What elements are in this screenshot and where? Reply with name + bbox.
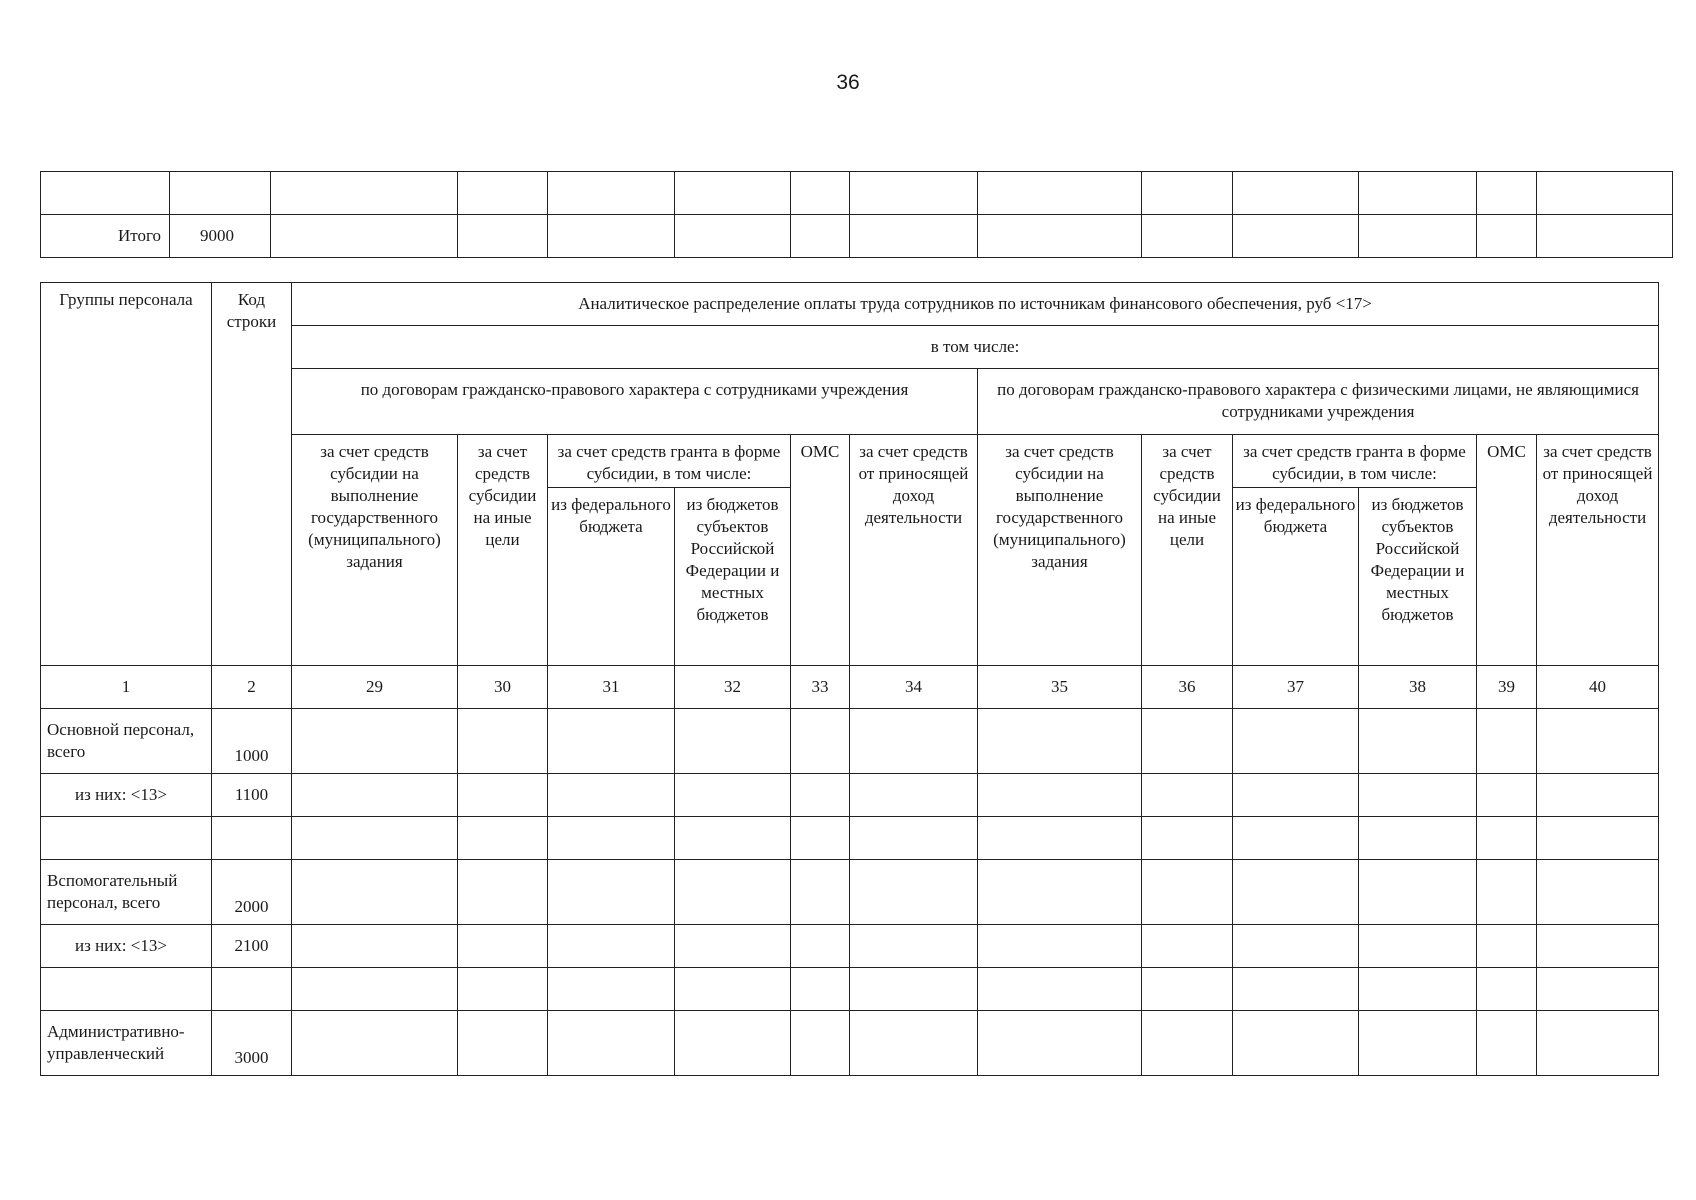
- column-number: 32: [675, 666, 791, 709]
- column-number: 38: [1359, 666, 1477, 709]
- column-number: 40: [1537, 666, 1659, 709]
- blank-row: [41, 172, 1673, 215]
- header-col-29: за счет средств субсидии на выполнение государственного (муниципального) задания: [292, 435, 458, 666]
- column-number: 35: [978, 666, 1142, 709]
- itogo-label: Итого: [41, 215, 170, 258]
- header-gph-individuals: по договорам гражданско-правового характера с физическими лицами, не являющимися сотрудниками учреждения: [978, 369, 1659, 435]
- row-code-1100: 1100: [212, 774, 292, 817]
- column-number: 29: [292, 666, 458, 709]
- header-code: Код строки: [212, 283, 292, 666]
- row-label-main-staff: Основной персонал, всего: [41, 709, 212, 774]
- column-number: 39: [1477, 666, 1537, 709]
- header-col-32: из бюджетов субъектов Российской Федерации и местных бюджетов: [675, 488, 791, 666]
- column-number: 31: [548, 666, 675, 709]
- header-col-35: за счет средств субсидии на выполнение государственного (муниципального) задания: [978, 435, 1142, 666]
- column-number: 33: [791, 666, 850, 709]
- header-col-40: за счет средств от приносящей доход деятельности: [1537, 435, 1659, 666]
- column-number: 2: [212, 666, 292, 709]
- row-label-aux-staff: Вспомогательный персонал, всего: [41, 860, 212, 925]
- column-number: 37: [1233, 666, 1359, 709]
- header-grant-left: за счет средств гранта в форме субсидии, в том числе:: [548, 435, 791, 488]
- table-row-empty: [41, 817, 1659, 860]
- header-col-38: из бюджетов субъектов Российской Федерации и местных бюджетов: [1359, 488, 1477, 666]
- payroll-distribution-table: [40, 282, 1659, 1076]
- table-row: [41, 925, 1659, 968]
- header-col-34: за счет средств от приносящей доход деятельности: [850, 435, 978, 666]
- header-group: Группы персонала: [41, 283, 212, 666]
- row-label-aux-of-them: из них: <13>: [41, 925, 212, 968]
- header-col-39: ОМС: [1477, 435, 1537, 666]
- table-row: [41, 1011, 1659, 1076]
- row-code-3000: 3000: [212, 1011, 292, 1076]
- column-number: 30: [458, 666, 548, 709]
- row-code-2000: 2000: [212, 860, 292, 925]
- column-number: 36: [1142, 666, 1233, 709]
- row-code-1000: 1000: [212, 709, 292, 774]
- header-gph-employees: по договорам гражданско-правового характера с сотрудниками учреждения: [292, 369, 978, 435]
- header-col-33: ОМС: [791, 435, 850, 666]
- row-label-main-of-them: из них: <13>: [41, 774, 212, 817]
- column-number: 1: [41, 666, 212, 709]
- itogo-row: [41, 215, 1673, 258]
- column-number: 34: [850, 666, 978, 709]
- row-code-2100: 2100: [212, 925, 292, 968]
- header-grant-right: за счет средств гранта в форме субсидии, в том числе:: [1233, 435, 1477, 488]
- itogo-code: 9000: [170, 215, 271, 258]
- header-main-title: Аналитическое распределение оплаты труда сотрудников по источникам финансового обеспечения, руб <17>: [292, 283, 1659, 326]
- table-row: [41, 860, 1659, 925]
- totals-table: [40, 171, 1673, 258]
- header-col-30: за счет средств субсидии на иные цели: [458, 435, 548, 666]
- page-number: 36: [836, 71, 860, 94]
- header-col-31: из федерального бюджета: [548, 488, 675, 666]
- table-row-empty: [41, 968, 1659, 1011]
- header-row-1: [41, 283, 1659, 326]
- header-col-37: из федерального бюджета: [1233, 488, 1359, 666]
- row-label-admin-staff: Административно-управленческий: [41, 1011, 212, 1076]
- table-row: [41, 709, 1659, 774]
- table-row: [41, 774, 1659, 817]
- column-numbers-row: [41, 666, 1659, 709]
- header-col-36: за счет средств субсидии на иные цели: [1142, 435, 1233, 666]
- header-in-total: в том числе:: [292, 326, 1659, 369]
